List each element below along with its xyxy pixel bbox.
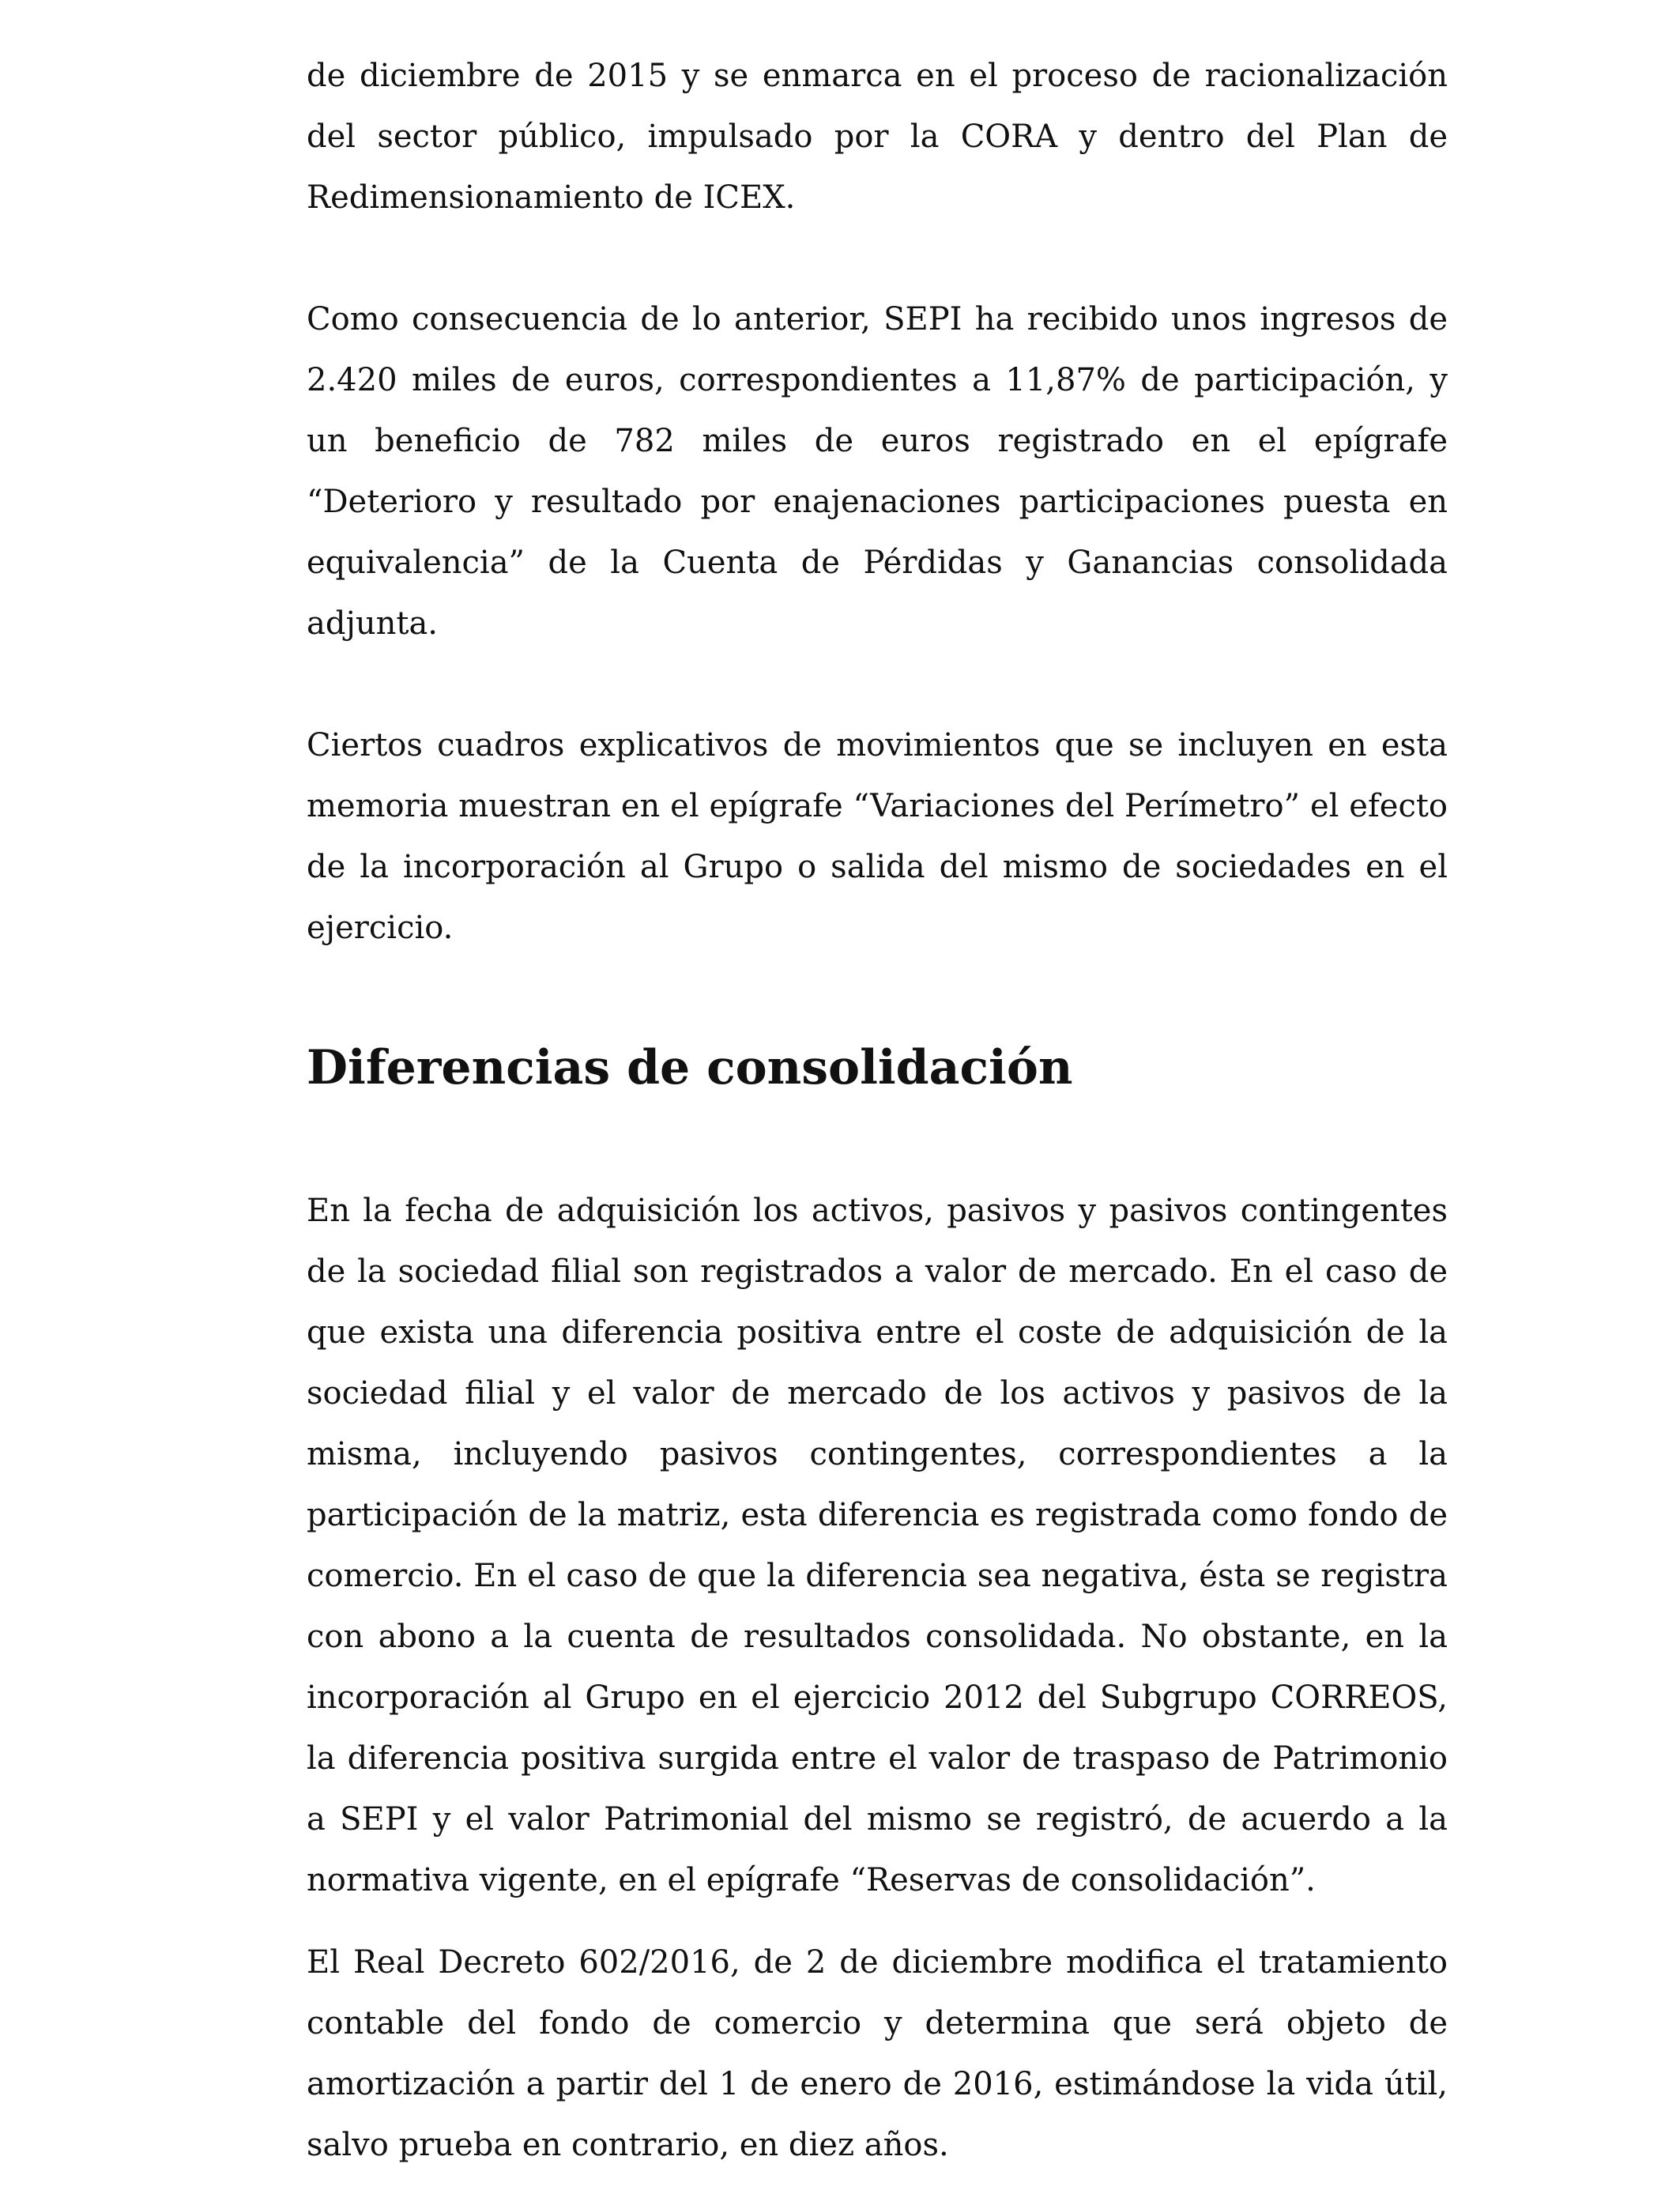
paragraph-perimeter-variations: Ciertos cuadros explicativos de movimientos que se incluyen en esta memoria muestran en el epígrafe “Variaciones del Perímetro” el efecto de la incorporación al Grupo o salida del mismo de sociedades en el ejercicio. (307, 727, 1448, 946)
paragraph-acquisition-date: En la fecha de adquisición los activos, pasivos y pasivos contingentes de la sociedad filial son registrados a valor de mercado. En el caso de que exista una diferencia positiva entre el coste de adquisición de la sociedad filial y el valor de mercado de los activos y pasivos de la misma, incluyendo pasivos contingentes, correspondientes a la participación de la matriz, esta diferencia es registrada como fondo de comercio. En el caso de que la diferencia sea negativa, ésta se registra con abono a la cuenta de resultados consolidada. No obstante, en la incorporación al Grupo en el ejercicio 2012 del Subgrupo CORREOS, la diferencia positiva surgida entre el valor de traspaso de Patrimonio a SEPI y el valor Patrimonial del mismo se registró, de acuerdo a la normativa vigente, en el epígrafe “Reservas de consolidación”. (307, 1193, 1448, 1898)
section-heading: Diferencias de consolidación (307, 1040, 1073, 1095)
paragraph-sepi-income: Como consecuencia de lo anterior, SEPI ha recibido unos ingresos de 2.420 miles de euros, correspondientes a 11,87% de participación, y un beneficio de 782 miles de euros registrado en el epígrafe “Deterioro y resultado por enajenaciones participaciones puesta en equivalencia” de la Cuenta de Pérdidas y Ganancias consolidada adjunta. (307, 301, 1448, 642)
paragraph-continuation: de diciembre de 2015 y se enmarca en el proceso de racionalización del sector público, impulsado por la CORA y dentro del Plan de Redimensionamiento de ICEX. (307, 58, 1448, 216)
paragraph-real-decreto: El Real Decreto 602/2016, de 2 de diciembre modifica el tratamiento contable del fondo de comercio y determina que será objeto de amortización a partir del 1 de enero de 2016, estimándose la vida útil, salvo prueba en contrario, en diez años. (307, 1944, 1448, 2163)
document-page (307, 46, 1448, 2176)
